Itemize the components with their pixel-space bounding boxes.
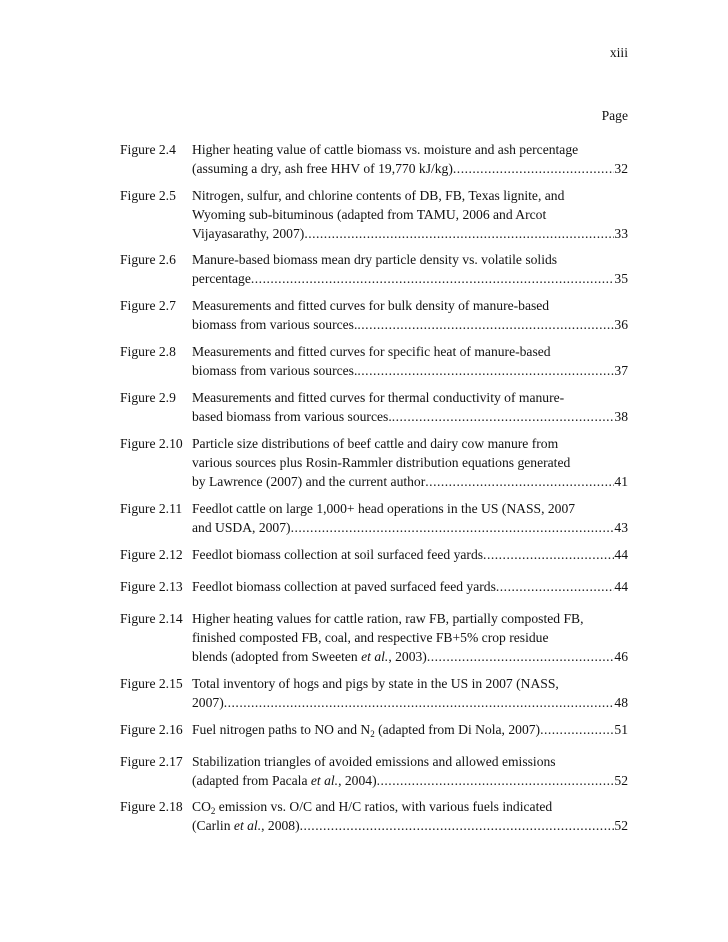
caption-line: Total inventory of hogs and pigs by state in the US in 2007 (NASS,: [192, 676, 559, 691]
dot-leader: [453, 159, 615, 178]
figure-caption: [192, 499, 628, 537]
caption-line: percentage ..... 35: [192, 269, 628, 288]
figure-label: Figure 2.10: [120, 436, 183, 451]
caption-line: $CO_2$ emission vs. O/C and H/C ratios, with various fuels indicated: [192, 799, 553, 816]
page-reference: 52: [614, 773, 628, 788]
figure-caption: [192, 797, 628, 835]
caption-line: (adapted from Pacala et al., 2004) ..... 52: [192, 771, 628, 790]
caption-line: Vijayasarathy, 2007) ..... 33: [192, 224, 628, 243]
figure-caption: [192, 342, 628, 380]
page-reference: 46: [614, 649, 628, 664]
figure-label: Figure 2.18: [120, 799, 183, 814]
dot-leader: [300, 816, 615, 835]
caption-line: Measurements and fitted curves for thermal conductivity of manure-: [192, 390, 565, 405]
caption-line: finished composted FB, coal, and respective FB+5% crop residue: [192, 630, 549, 645]
figure-caption: [192, 140, 628, 178]
caption-line: Particle size distributions of beef cattle and dairy cow manure from: [192, 436, 559, 451]
figure-label: Figure 2.15: [120, 676, 183, 691]
dot-leader: [291, 518, 615, 537]
figure-label: Figure 2.6: [120, 252, 176, 267]
figure-label: Figure 2.8: [120, 344, 176, 359]
dot-leader: [357, 361, 614, 380]
page-reference: 33: [614, 226, 628, 241]
page-reference: 41: [614, 474, 628, 489]
figure-caption: [192, 186, 628, 243]
page-reference: 44: [614, 547, 628, 562]
figure-caption: [192, 545, 628, 564]
figure-label: Figure 2.12: [120, 547, 183, 562]
page-reference: 36: [614, 317, 628, 332]
caption-line: Feedlot biomass collection at paved surfaced feed yards ..... 44: [192, 577, 628, 596]
caption-line: Stabilization triangles of avoided emissions and allowed emissions: [192, 754, 556, 769]
caption-line: 2007) ..... 48: [192, 693, 628, 712]
caption-line: Higher heating value of cattle biomass vs. moisture and ash percentage: [192, 142, 579, 157]
figure-label: Figure 2.5: [120, 188, 176, 203]
figure-label: Figure 2.11: [120, 501, 183, 516]
figure-caption: [192, 388, 628, 426]
dot-leader: [425, 472, 614, 491]
dot-leader: [224, 693, 615, 712]
figure-label: Figure 2.14: [120, 611, 183, 626]
figure-label: Figure 2.16: [120, 722, 183, 737]
page-reference: 37: [614, 363, 628, 378]
dot-leader: [483, 545, 614, 564]
caption-line: (assuming a dry, ash free HHV of 19,770 kJ/kg) ..... 32: [192, 159, 628, 178]
caption-line: Wyoming sub-bituminous (adapted from TAMU, 2006 and Arcot: [192, 207, 547, 222]
dot-leader: [377, 771, 615, 790]
figure-caption: [192, 609, 628, 666]
page-reference: 35: [614, 271, 628, 286]
caption-line: blends (adopted from Sweeten et al., 2003) ..... 46: [192, 647, 628, 666]
dot-leader: [304, 224, 614, 243]
dot-leader: [357, 315, 614, 334]
caption-line: Measurements and fitted curves for specific heat of manure-based: [192, 344, 551, 359]
caption-line: biomass from various sources. ..... 37: [192, 361, 628, 380]
page-reference: 38: [614, 409, 628, 424]
caption-line: Measurements and fitted curves for bulk density of manure-based: [192, 298, 550, 313]
page-reference: 32: [614, 161, 628, 176]
figure-caption: [192, 674, 628, 712]
dot-leader: [251, 269, 615, 288]
figure-label: Figure 2.13: [120, 579, 183, 594]
caption-line: Feedlot cattle on large 1,000+ head operations in the US (NASS, 2007: [192, 501, 576, 516]
figure-caption: [192, 434, 628, 491]
figure-caption: [192, 296, 628, 334]
page-number: xiii: [609, 45, 628, 60]
figure-caption: [192, 720, 628, 739]
dot-leader: [540, 720, 614, 739]
caption-line: various sources plus Rosin-Rammler distribution equations generated: [192, 455, 571, 470]
dot-leader: [392, 407, 615, 426]
figure-caption: [192, 577, 628, 596]
caption-line: biomass from various sources. ..... 36: [192, 315, 628, 334]
dot-leader: [427, 647, 615, 666]
page-reference: 48: [614, 695, 628, 710]
caption-line: Manure-based biomass mean dry particle density vs. volatile solids: [192, 252, 558, 267]
figure-caption: [192, 250, 628, 288]
figure-label: Figure 2.9: [120, 390, 176, 405]
caption-line: (Carlin et al., 2008) ..... 52: [192, 816, 628, 835]
page-column-header: Page: [601, 108, 628, 123]
caption-line: Fuel nitrogen paths to NO and $N_2$ (adapted from Di Nola, 2007) ..... 51: [192, 720, 628, 739]
dot-leader: [496, 577, 615, 596]
page-reference: 51: [614, 722, 628, 737]
page-reference: 43: [614, 520, 628, 535]
figure-label: Figure 2.7: [120, 298, 176, 313]
figure-label: Figure 2.17: [120, 754, 183, 769]
caption-line: Feedlot biomass collection at soil surfaced feed yards ..... 44: [192, 545, 628, 564]
caption-line: by Lawrence (2007) and the current author ..... 41: [192, 472, 628, 491]
caption-line: Higher heating values for cattle ration, raw FB, partially composted FB,: [192, 611, 584, 626]
figure-caption: [192, 752, 628, 790]
caption-line: Nitrogen, sulfur, and chlorine contents of DB, FB, Texas lignite, and: [192, 188, 565, 203]
caption-line: and USDA, 2007) ..... 43: [192, 518, 628, 537]
caption-line: based biomass from various sources. ..... 38: [192, 407, 628, 426]
page-reference: 52: [614, 818, 628, 833]
page-reference: 44: [614, 579, 628, 594]
figure-label: Figure 2.4: [120, 142, 176, 157]
